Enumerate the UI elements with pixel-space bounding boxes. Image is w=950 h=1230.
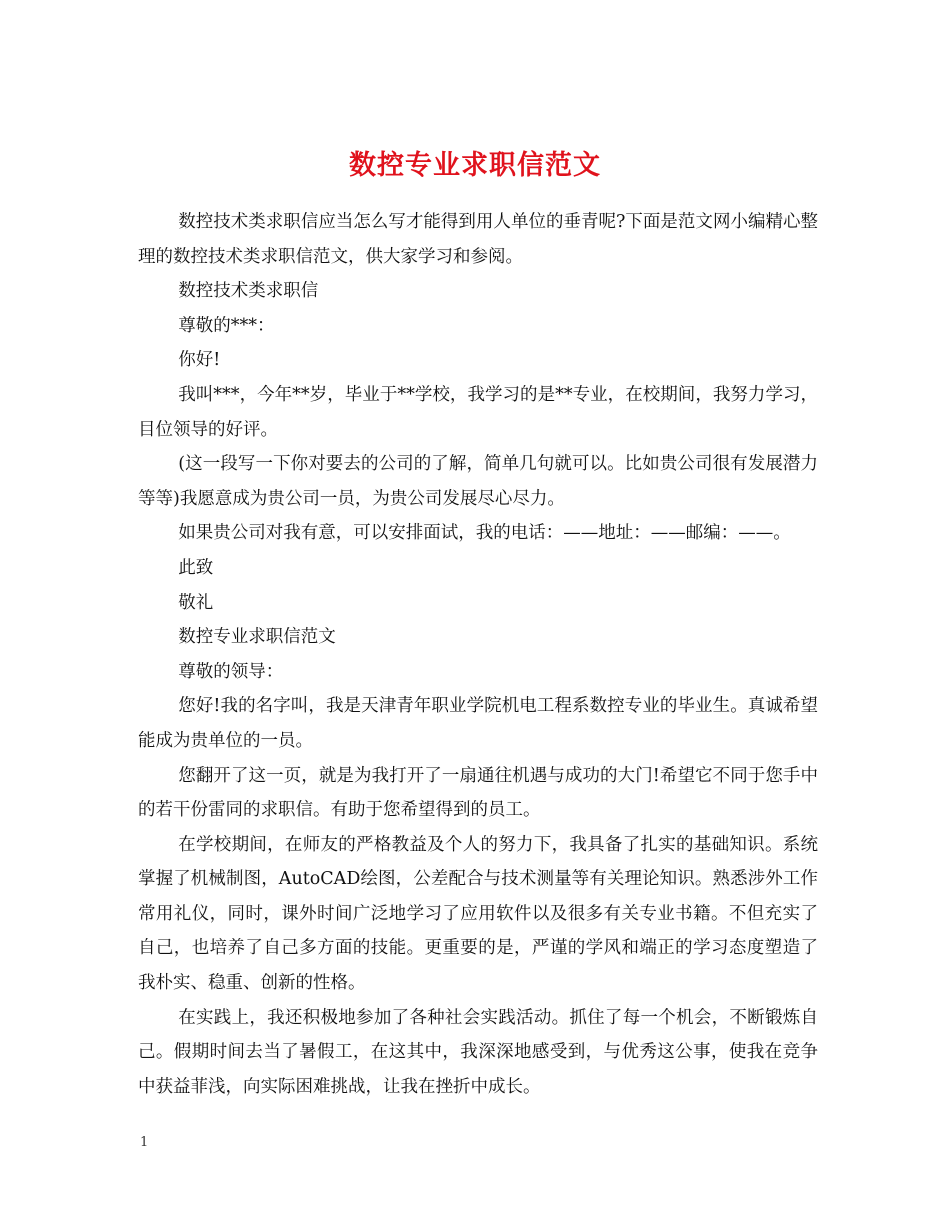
paragraph: 数控技术类求职信应当怎么写才能得到用人单位的垂青呢?下面是范文网小编精心整理的数控技术类求职信范文，供大家学习和参阅。 <box>138 212 818 267</box>
paragraph: 尊敬的领导： <box>178 661 284 682</box>
paragraph: 你好! <box>178 350 221 371</box>
paragraph: 此致 <box>178 557 214 578</box>
document-title: 数控专业求职信范文 <box>349 150 601 182</box>
document-body <box>138 205 818 1104</box>
paragraph: 尊敬的***： <box>178 315 275 336</box>
paragraph: 我叫***，今年**岁，毕业于**学校，我学习的是**专业，在校期间，我努力学习，目位领导的好评。 <box>138 384 818 440</box>
paragraph: (这一段写一下你对要去的公司的了解，简单几句就可以。比如贵公司很有发展潜力等等)我愿意成为贵公司一员，为贵公司发展尽心尽力。 <box>138 454 818 509</box>
paragraph: 在实践上，我还积极地参加了各种社会实践活动。抓住了每一个机会，不断锻炼自己。假期时间去当了暑假工，在这其中，我深深地感受到，与优秀这公事，使我在竞争中获益菲浅，向实际困难挑战，让我在挫折中成长。 <box>138 1007 818 1097</box>
paragraph: 在学校期间，在师友的严格教益及个人的努力下，我具备了扎实的基础知识。系统掌握了机械制图，AutoCAD绘图，公差配合与技术测量等有关理论知识。熟悉涉外工作常用礼仪，同时，课外时间广泛地学习了应用软件以及很多有关专业书籍。不但充实了自己，也培养了自己多方面的技能。更重要的是，严谨的学风和端正的学习态度塑造了我朴实、稳重、创新的性格。 <box>138 834 818 994</box>
paragraph: 数控专业求职信范文 <box>178 627 336 648</box>
paragraph: 您好!我的名字叫，我是天津青年职业学院机电工程系数控专业的毕业生。真诚希望能成为贵单位的一员。 <box>138 696 818 751</box>
paragraph: 数控技术类求职信 <box>178 281 319 302</box>
paragraph: 敬礼 <box>178 592 214 613</box>
page-number: 1 <box>140 1135 149 1150</box>
paragraph: 如果贵公司对我有意，可以安排面试，我的电话：——地址：——邮编：——。 <box>178 523 791 544</box>
paragraph: 您翻开了这一页，就是为我打开了一扇通往机遇与成功的大门!希望它不同于您手中的若干份雷同的求职信。有助于您希望得到的员工。 <box>138 765 818 821</box>
